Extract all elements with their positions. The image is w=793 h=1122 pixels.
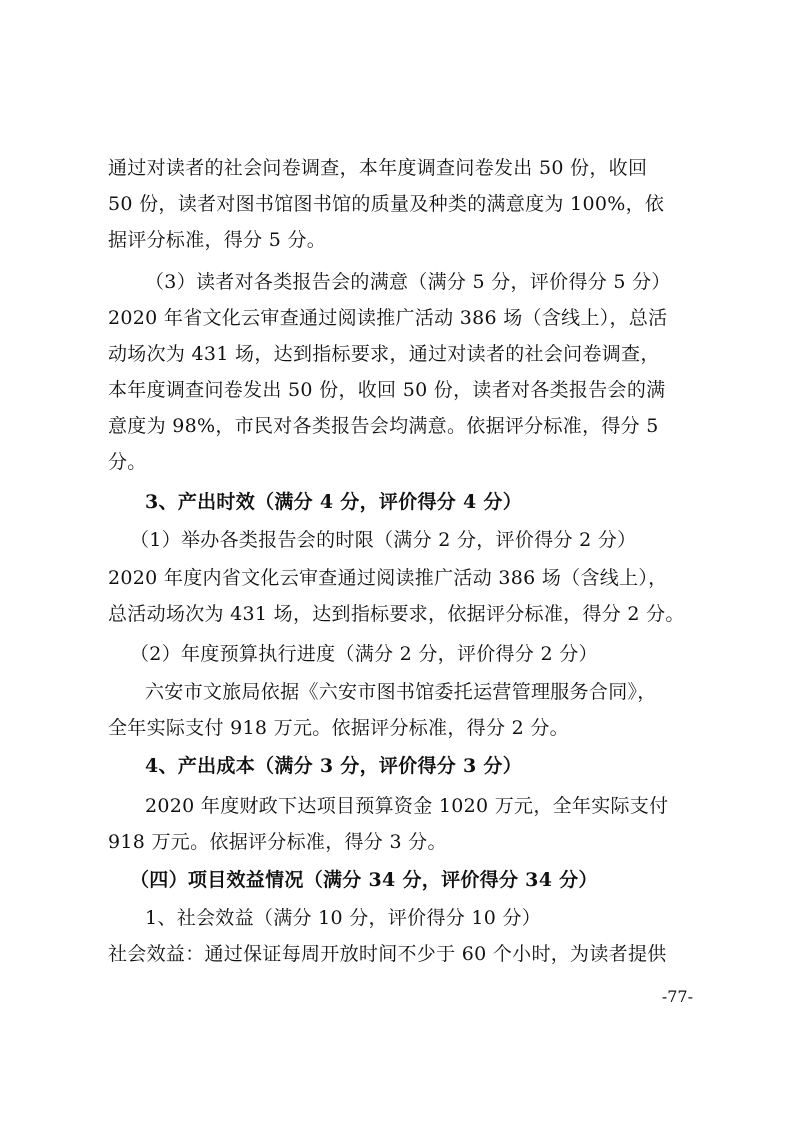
text-line-16: 全年实际支付 918 万元。依据评分标准，得分 2 分。 <box>108 717 569 739</box>
subheading-social-benefits: 1、社会效益（满分 10 分，评价得分 10 分） <box>145 907 542 929</box>
subheading-3-satisfaction: （3）读者对各类报告会的满意（满分 5 分，评价得分 5 分） <box>145 271 671 293</box>
text-line-2: 50 份，读者对图书馆图书馆的质量及种类的满意度为 100%，依 <box>108 193 665 215</box>
text-line-6: 动场次为 431 场，达到指标要求，通过对读者的社会问卷调查， <box>108 343 660 365</box>
text-line-1: 通过对读者的社会问卷调查，本年度调查问卷发出 50 份，收回 <box>108 157 648 179</box>
subheading-2-budget-progress: （2）年度预算执行进度（满分 2 分，评价得分 2 分） <box>130 643 598 665</box>
section-heading-output-timeliness: 3、产出时效（满分 4 分，评价得分 4 分） <box>145 491 523 513</box>
text-line-12: 2020 年度内省文化云审查通过阅读推广活动 386 场（含线上）， <box>108 567 668 589</box>
page-number: -77- <box>661 987 693 1006</box>
section-heading-project-benefits: （四）项目效益情况（满分 34 分，评价得分 34 分） <box>130 869 598 891</box>
text-line-7: 本年度调查问卷发出 50 份，收回 50 份，读者对各类报告会的满 <box>108 379 666 401</box>
text-line-9: 分。 <box>108 451 147 473</box>
text-line-8: 意度为 98%，市民对各类报告会均满意。依据评分标准，得分 5 <box>108 415 659 437</box>
subheading-1-time-limit: （1）举办各类报告会的时限（满分 2 分，评价得分 2 分） <box>130 529 637 551</box>
text-line-15: 六安市文旅局依据《六安市图书馆委托运营管理服务合同》， <box>145 681 657 703</box>
text-line-22: 社会效益：通过保证每周开放时间不少于 60 个小时，为读者提供 <box>108 943 667 965</box>
text-line-3: 据评分标准，得分 5 分。 <box>108 229 327 251</box>
text-line-5: 2020 年省文化云审查通过阅读推广活动 386 场（含线上），总活 <box>108 307 668 329</box>
text-line-18: 2020 年度财政下达项目预算资金 1020 万元，全年实际支付 <box>145 795 669 817</box>
text-line-19: 918 万元。依据评分标准，得分 3 分。 <box>108 831 447 853</box>
text-line-13: 总活动场次为 431 场，达到指标要求，依据评分标准，得分 2 分。 <box>108 603 685 625</box>
section-heading-output-cost: 4、产出成本（满分 3 分，评价得分 3 分） <box>145 755 523 777</box>
